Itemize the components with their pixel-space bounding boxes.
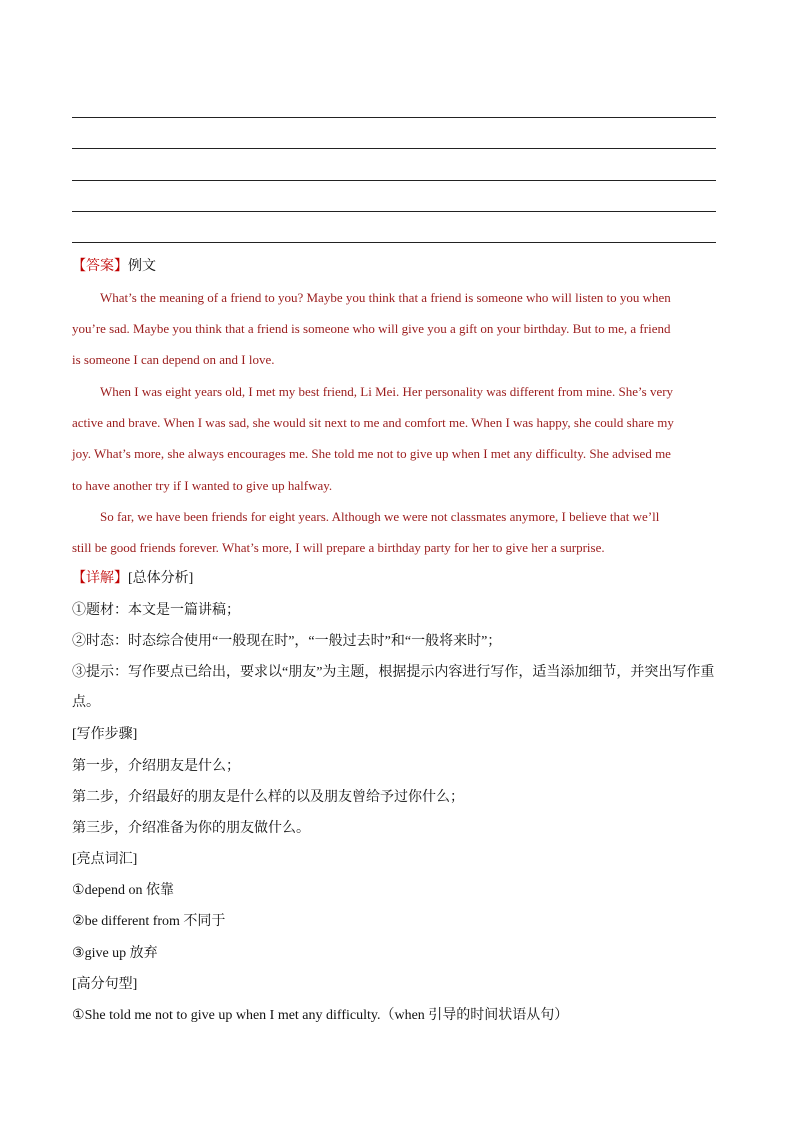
detail-item xyxy=(72,633,724,651)
detail-header xyxy=(72,570,724,588)
item-text: She told me not to give up when I met any difficulty.（when 引导的时间状语从句） xyxy=(84,1008,569,1023)
essay-line: So far, we have been friends for eight years. Although we were not classmates anymore, I believe that we’ll xyxy=(100,509,660,524)
item-number: ① xyxy=(72,883,85,898)
answer-label: 【答案】 xyxy=(72,259,128,274)
item-text: depend on 依靠 xyxy=(84,883,174,898)
essay-line: to have another try if I wanted to give up halfway. xyxy=(72,478,333,493)
detail-label: 【详解】 xyxy=(72,571,128,586)
item-text: 提示：写作要点已给出，要求以“朋友”为主题，根据提示内容进行写作，适当添加细节，并突出写作重 xyxy=(86,665,715,680)
item-number: ② xyxy=(72,634,86,649)
sentence-item xyxy=(72,1007,724,1025)
writing-line xyxy=(72,180,716,181)
item-number: ③ xyxy=(72,665,86,680)
essay-line: What’s the meaning of a friend to you? Maybe you think that a friend is someone who will listen to you when xyxy=(100,290,671,305)
answer-header xyxy=(72,258,724,276)
item-text: 题材：本文是一篇讲稿； xyxy=(86,603,240,618)
sentence-heading: [高分句型] xyxy=(72,977,138,992)
essay-line: is someone I can depend on and I love. xyxy=(72,352,275,367)
item-text: 时态：时态综合使用“一般现在时”，“一般过去时”和“一般将来时”； xyxy=(86,634,502,649)
detail-item xyxy=(72,602,724,620)
writing-line xyxy=(72,211,716,212)
vocab-item xyxy=(72,882,724,900)
step-item: 第一步，介绍朋友是什么； xyxy=(72,759,240,774)
steps-heading: [写作步骤] xyxy=(72,727,138,742)
item-text: give up 放弃 xyxy=(84,946,158,961)
essay-line: still be good friends forever. What’s more, I will prepare a birthday party for her to give her a surprise. xyxy=(72,540,605,555)
item-number: ① xyxy=(72,603,86,618)
answer-text: 例文 xyxy=(128,259,156,274)
item-number: ③ xyxy=(72,946,85,961)
vocab-item xyxy=(72,913,724,931)
writing-line xyxy=(72,148,716,149)
writing-line xyxy=(72,117,716,118)
essay-line: joy. What’s more, she always encourages me. She told me not to give up when I met any difficulty. She advised me xyxy=(72,446,671,461)
essay-line: active and brave. When I was sad, she would sit next to me and comfort me. When I was happy, she could share my xyxy=(72,415,674,430)
step-item: 第三步，介绍准备为你的朋友做什么。 xyxy=(72,821,310,836)
item-number: ② xyxy=(72,914,85,929)
item-number: ① xyxy=(72,1008,85,1023)
essay-line: you’re sad. Maybe you think that a friend is someone who will give you a gift on your birthday. But to me, a friend xyxy=(72,321,671,336)
essay-line: When I was eight years old, I met my best friend, Li Mei. Her personality was different from mine. She’s very xyxy=(100,384,674,399)
step-item: 第二步，介绍最好的朋友是什么样的以及朋友曾给予过你什么； xyxy=(72,790,464,805)
item-text: be different from 不同于 xyxy=(84,914,226,929)
vocab-item xyxy=(72,945,724,963)
vocab-heading: [亮点词汇] xyxy=(72,852,138,867)
writing-line xyxy=(72,242,716,243)
detail-item xyxy=(72,664,724,682)
overall-heading: [总体分析] xyxy=(128,571,194,586)
detail-item-continuation: 点。 xyxy=(72,695,100,710)
